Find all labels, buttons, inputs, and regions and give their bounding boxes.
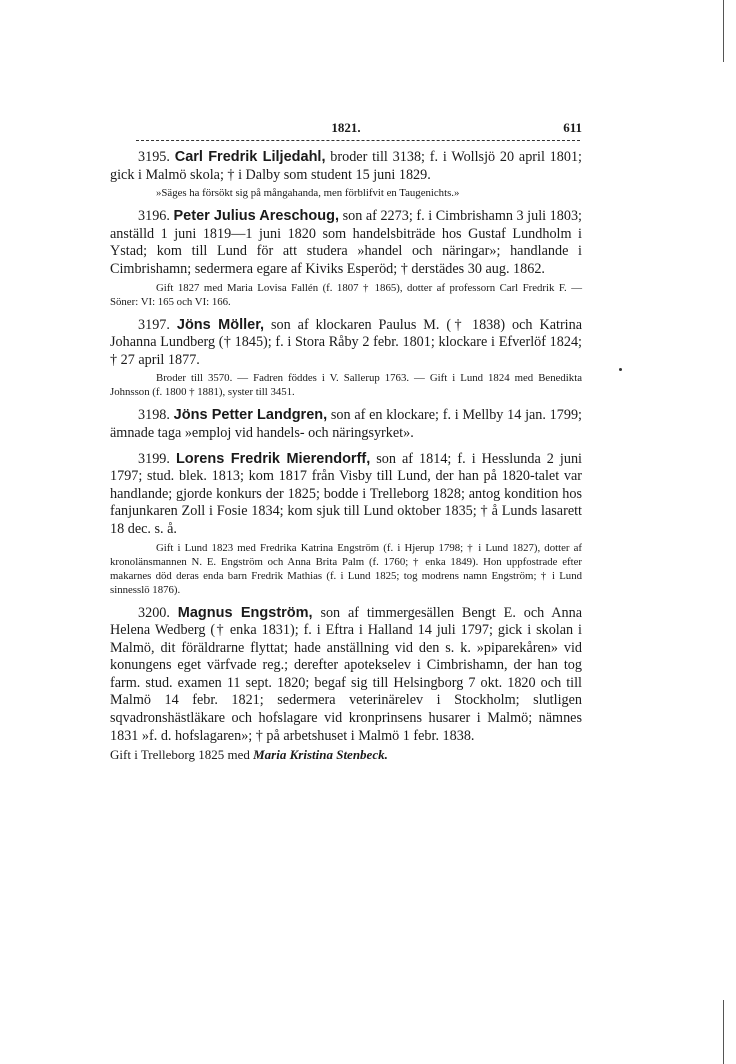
biography-entry: [110, 407, 582, 442]
book-page: [110, 118, 582, 763]
entry-note: »Säges ha försökt sig på mångahanda, men förblifvit en Taugenichts.»: [156, 187, 460, 200]
entry-text: son af 2273; f. i Cimbrishamn 3 juli 1803; anställd 1 juni 1819—1 juni 1820 som handelsbiträde hos Gustaf Lundholm i Ystad; kom till Lund för att studera »handel och näringar»; handlande i Cimbrishamn; sedermera egare af Kiviks Esperöd; † derstädes 30 aug. 1862.: [110, 208, 582, 277]
entry-text: son af en klockare; f. i Mellby 14 jan. 1799; ämnade taga »emploj vid handels- och näringsyrket».: [110, 407, 583, 441]
person-name: Jöns Petter Landgren,: [173, 407, 328, 424]
entry-text: broder till 3138; f. i Wollsjö 20 april 1801; gick i Malmö skola; † i Dalby som student 15 juni 1829.: [110, 149, 583, 183]
entry-number: 3199.: [138, 450, 170, 467]
entry-number: 3200.: [138, 604, 170, 621]
person-name: Magnus Engström,: [177, 604, 313, 621]
entry-note: Broder till 3570. — Fadren föddes i V. Sallerup 1763. — Gift i Lund 1824 med Benedikta Johnsson (f. 1800 † 1881), syster till 3451.: [110, 372, 582, 399]
entry-number: 3197.: [138, 316, 170, 333]
entry-list: [110, 149, 582, 745]
entry-note: Gift 1827 med Maria Lovisa Fallén (f. 1807 † 1865), dotter af professorn Carl Fredrik F. — Söner: VI: 165 och VI: 166.: [110, 281, 582, 308]
entry-text: son af klockaren Paulus M. († 1838) och Katrina Johanna Lundberg († 1845); f. i Stora Råby 2 febr. 1801; klockare i Efverlöf 1824; † 27 april 1877.: [110, 316, 582, 368]
entry-note: Gift i Lund 1823 med Fredrika Katrina Engström (f. i Hjerup 1798; † i Lund 1827), dotter af kronolänsmannen N. E. Engström och Anna Brita Palm (f. 1760; † enka 1849). Hon uppfostrade efter makarnes död deras enda barn Fredrik Mathias (f. i Lund 1825; tog modrens namn Engström; † i Lund sinnesslö 1876).: [110, 541, 582, 596]
biography-entry: [110, 605, 582, 746]
person-name: Peter Julius Areschoug,: [173, 208, 340, 225]
page-number: 611: [563, 120, 582, 135]
person-name: Lorens Fredrik Mierendorff,: [175, 450, 371, 467]
entry-number: 3195.: [138, 149, 170, 165]
entry-number: 3198.: [138, 407, 170, 424]
person-name: Carl Fredrik Liljedahl,: [174, 149, 326, 165]
closing-note: Gift i Trelleborg 1825 med Maria Kristina Stenbeck.: [110, 747, 388, 763]
person-name: Jöns Möller,: [176, 316, 265, 333]
biography-entry: [110, 208, 582, 278]
page-edge-line-top: [723, 0, 724, 62]
biography-entry: [110, 149, 582, 184]
header-rule: [136, 140, 580, 141]
spouse-name: Maria Kristina Stenbeck.: [253, 747, 388, 763]
entry-text: son af timmergesällen Bengt E. och Anna Helena Wedberg († enka 1831); f. i Eftra i Halland 14 juli 1797; gick i skolan i Malmö, dit föräldrarne flyttat; hade anställning vid den s. k. »piparekåren» vid konungens eget värfvade reg.; derefter apotekselev i Cimbrishamn, der han tog farm. stud. examen 11 sept. 1820; begaf sig till Helsingborg 7 okt. 1820 och till Malmö 14 febr. 1821; sedermera veterinärelev i Stockholm; slutligen sqvadronshästläkare och hofslagare vid kronprinsens husarer i Malmö; nämnes 1831 »f. d. hofslagaren»; † på arbetshuset i Malmö 1 febr. 1838.: [110, 604, 583, 744]
page-header: [110, 118, 582, 138]
biography-entry: [110, 451, 582, 539]
margin-mark: [619, 368, 622, 371]
entry-number: 3196.: [138, 208, 170, 225]
page-year: 1821.: [331, 120, 361, 135]
entry-text: son af 1814; f. i Hesslunda 2 juni 1797; stud. blek. 1813; kom 1817 från Visby till Lund, der han på 1820-talet var handlande; gjorde konkurs der 1825; bodde i Trelleborg 1828; antog kondition hos fanjunkaren Zoll i Fosie 1834; kom sjuk till Lund oktober 1835; † å Lunds lasarett 18 dec. s. å.: [110, 450, 582, 537]
biography-entry: [110, 317, 582, 370]
page-edge-line-bottom: [723, 1000, 724, 1064]
